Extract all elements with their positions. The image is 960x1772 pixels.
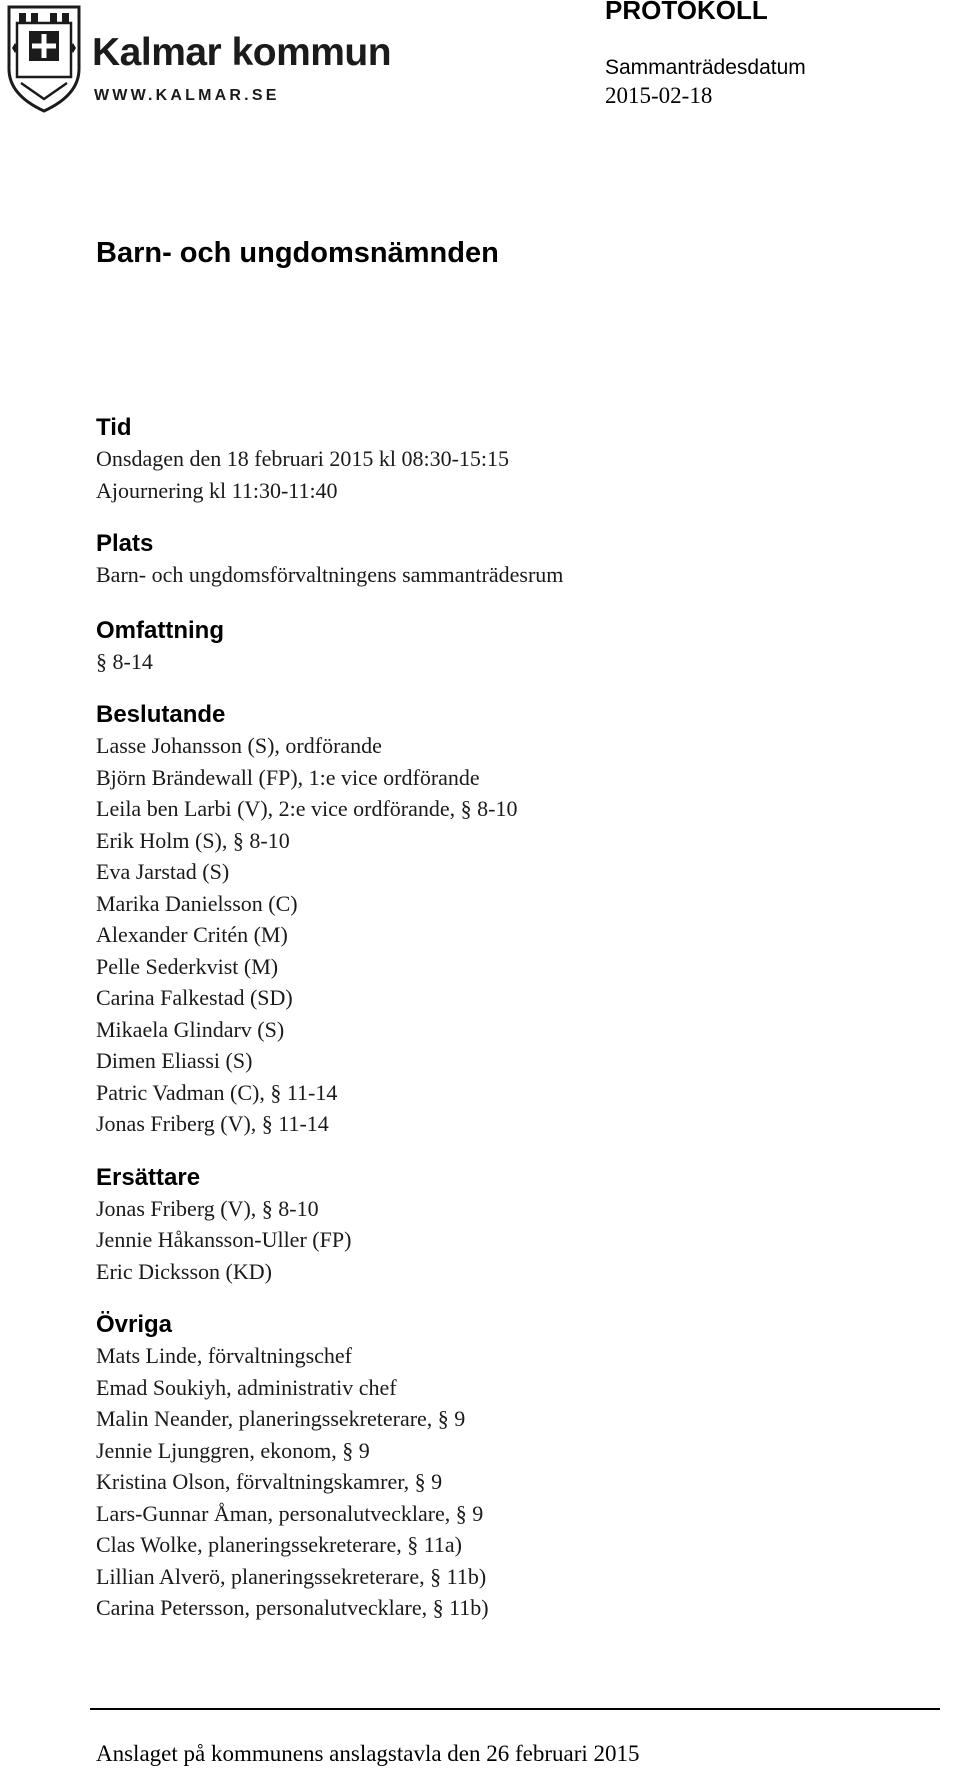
- member-line: Jonas Friberg (V), § 11-14: [96, 1111, 329, 1136]
- member-line: Jonas Friberg (V), § 8-10: [96, 1195, 319, 1221]
- member-line: Björn Brändewall (FP), 1:e vice ordförande: [96, 764, 480, 790]
- logo-name: Kalmar kommun: [92, 31, 392, 74]
- section-heading: Tid: [96, 414, 132, 441]
- section-beslutande: [96, 699, 936, 1140]
- section-heading: Ersättare: [96, 1163, 201, 1191]
- attendee-line: Carina Petersson, personalutvecklare, § 11b): [96, 1595, 489, 1620]
- member-line: Lasse Johansson (S), ordförande: [96, 733, 382, 758]
- section-ersattare: [96, 1162, 936, 1288]
- section-tid: [96, 412, 936, 506]
- footer-divider: [90, 1708, 940, 1710]
- document-type: PROTOKOLL: [605, 0, 768, 25]
- member-line: Alexander Critén (M): [96, 922, 288, 947]
- posting-notice: Anslaget på kommunens anslagstavla den 26 februari 2015: [96, 1741, 640, 1766]
- member-line: Mikaela Glindarv (S): [96, 1016, 285, 1042]
- attendee-line: Jennie Ljunggren, ekonom, § 9: [96, 1437, 370, 1463]
- section-omfattning: [96, 615, 936, 678]
- member-line: Marika Danielsson (C): [96, 890, 298, 916]
- section-line: § 8-14: [96, 648, 153, 674]
- section-plats: [96, 528, 936, 591]
- attendee-line: Malin Neander, planeringssekreterare, § 9: [96, 1406, 466, 1431]
- attendee-line: Lillian Alverö, planeringssekreterare, § 11b): [96, 1563, 487, 1589]
- member-line: Dimen Eliassi (S): [96, 1048, 253, 1073]
- member-line: Jennie Håkansson-Uller (FP): [96, 1227, 352, 1252]
- kalmar-crest-icon: [5, 3, 83, 115]
- attendee-line: Mats Linde, förvaltningschef: [96, 1343, 352, 1368]
- member-line: Pelle Sederkvist (M): [96, 953, 279, 979]
- kalmar-kommun-logo: [5, 3, 392, 118]
- section-line: Barn- och ungdomsförvaltningens sammanträdesrum: [96, 562, 564, 587]
- section-heading: Beslutande: [96, 701, 226, 728]
- member-line: Eric Dicksson (KD): [96, 1258, 272, 1284]
- member-line: Patric Vadman (C), § 11-14: [96, 1079, 338, 1105]
- attendee-line: Lars-Gunnar Åman, personalutvecklare, § 9: [96, 1500, 484, 1526]
- section-heading: Plats: [96, 530, 154, 557]
- logo-url: WWW.KALMAR.SE: [94, 87, 280, 104]
- member-line: Carina Falkestad (SD): [96, 985, 293, 1010]
- section-line: Ajournering kl 11:30-11:40: [96, 477, 338, 503]
- member-line: Erik Holm (S), § 8-10: [96, 827, 290, 853]
- meeting-date-value: 2015-02-18: [605, 83, 713, 108]
- protocol-body: [96, 412, 936, 1624]
- committee-title: Barn- och ungdomsnämnden: [96, 237, 499, 269]
- meeting-date-label: Sammanträdesdatum: [605, 56, 806, 79]
- section-heading: Övriga: [96, 1311, 173, 1338]
- attendee-line: Kristina Olson, förvaltningskamrer, § 9: [96, 1469, 443, 1494]
- section-heading: Omfattning: [96, 616, 224, 644]
- attendee-line: Emad Soukiyh, administrativ chef: [96, 1374, 397, 1400]
- section-ovriga: [96, 1309, 936, 1624]
- member-line: Eva Jarstad (S): [96, 859, 230, 884]
- member-line: Leila ben Larbi (V), 2:e vice ordförande, § 8-10: [96, 796, 518, 821]
- section-line: Onsdagen den 18 februari 2015 kl 08:30-15:15: [96, 446, 510, 471]
- attendee-line: Clas Wolke, planeringssekreterare, § 11a): [96, 1532, 462, 1557]
